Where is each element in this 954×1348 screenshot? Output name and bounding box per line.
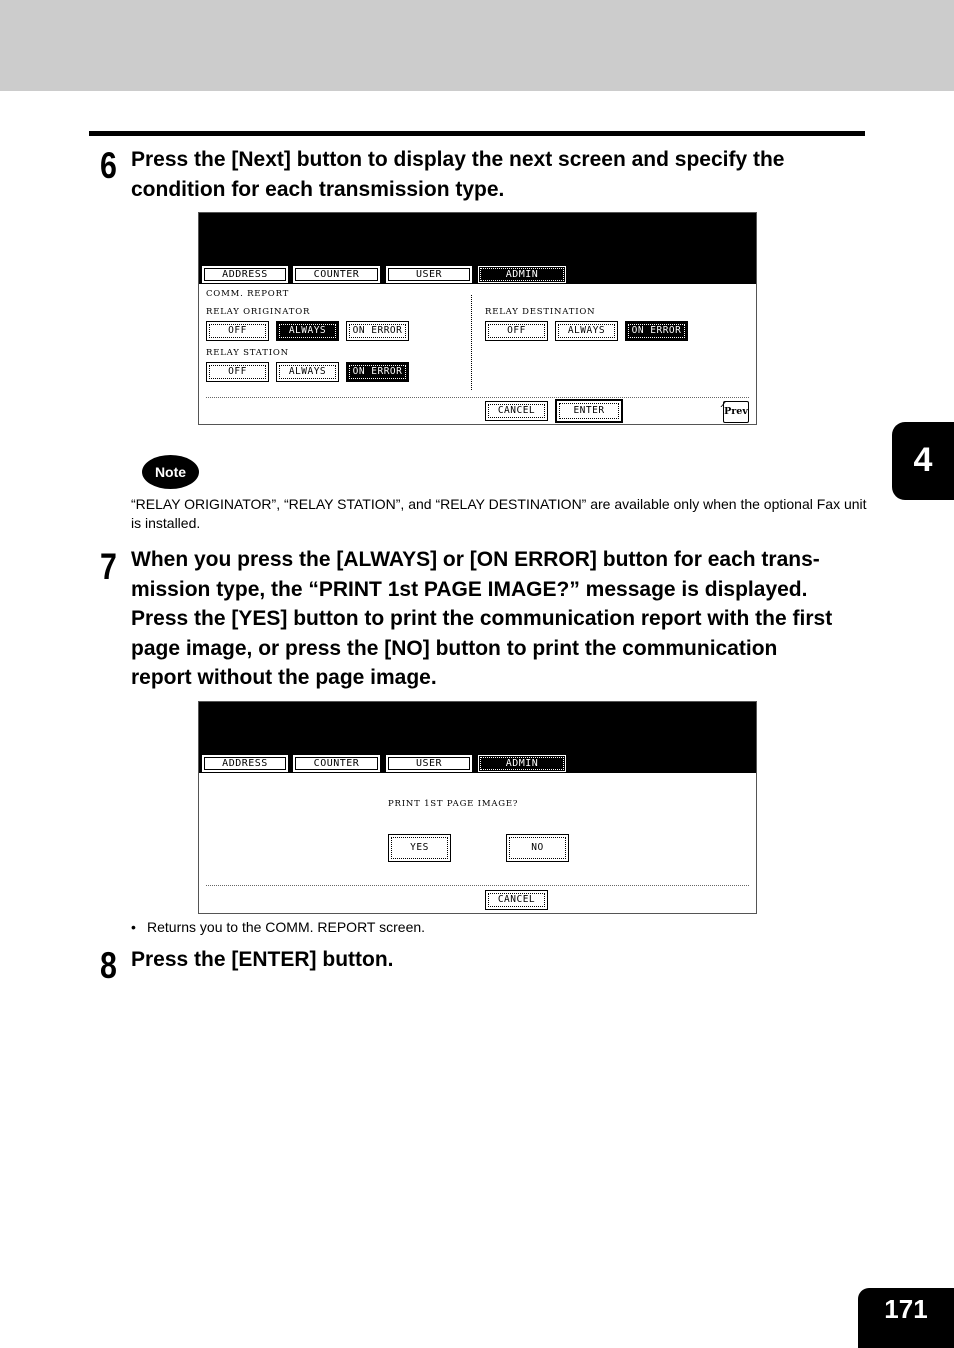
relay-originator-on-error-button[interactable]: ON ERROR (346, 321, 409, 341)
relay-destination-label: RELAY DESTINATION (485, 307, 596, 317)
prev-icon[interactable]: Prev (723, 401, 749, 423)
print-image-screen (198, 701, 757, 914)
cancel-button[interactable]: CANCEL (485, 401, 548, 421)
step-7-text (131, 545, 891, 693)
note-text: “RELAY ORIGINATOR”, “RELAY STATION”, and “RELAY DESTINATION” are available only when the optional Fax unit is installed. (131, 496, 867, 531)
screen-divider (206, 885, 749, 886)
tab-admin[interactable]: ADMIN (478, 755, 566, 772)
tab-address[interactable]: ADDRESS (202, 266, 288, 283)
tab-user[interactable]: USER (386, 755, 472, 772)
page-number: 171 (884, 1294, 928, 1324)
screen-heading: COMM. REPORT (206, 289, 290, 299)
step-8-text: Press the [ENTER] button. (131, 948, 394, 971)
step-7-line: When you press the [ALWAYS] or [ON ERROR] button for each trans- (131, 548, 820, 571)
relay-station-off-button[interactable]: OFF (206, 362, 269, 382)
tab-address[interactable]: ADDRESS (202, 755, 288, 772)
column-divider (471, 295, 472, 390)
relay-originator-label: RELAY ORIGINATOR (206, 307, 311, 317)
print-image-prompt: PRINT 1ST PAGE IMAGE? (388, 799, 519, 809)
page-number-tab (858, 1288, 954, 1348)
bullet-item (131, 918, 425, 936)
relay-destination-off-button[interactable]: OFF (485, 321, 548, 341)
step-6-text: Press the [Next] button to display the next screen and specify the condition for each transmission type. (131, 148, 785, 201)
chapter-number: 4 (913, 441, 933, 479)
screen-divider (206, 397, 749, 398)
bullet-dot: • (131, 919, 136, 935)
step-7-line: report without the page image. (131, 666, 437, 690)
relay-destination-on-error-button[interactable]: ON ERROR (625, 321, 688, 341)
step-8-number: 8 (100, 945, 117, 986)
relay-station-always-button[interactable]: ALWAYS (276, 362, 339, 382)
tab-admin[interactable]: ADMIN (478, 266, 566, 283)
section-rule (89, 131, 865, 136)
step-7-line: mission type, the “PRINT 1st PAGE IMAGE?” message is displayed. (131, 577, 808, 601)
tab-user[interactable]: USER (386, 266, 472, 283)
cancel-button[interactable]: CANCEL (485, 890, 548, 910)
comm-report-screen (198, 212, 757, 425)
bullet-text: Returns you to the COMM. REPORT screen. (147, 919, 426, 935)
relay-station-label: RELAY STATION (206, 348, 289, 358)
step-6-number: 6 (100, 145, 117, 186)
no-button[interactable]: NO (506, 834, 569, 862)
relay-station-on-error-button[interactable]: ON ERROR (346, 362, 409, 382)
relay-destination-always-button[interactable]: ALWAYS (555, 321, 618, 341)
chapter-tab (892, 422, 954, 500)
relay-originator-off-button[interactable]: OFF (206, 321, 269, 341)
enter-button[interactable]: ENTER (555, 399, 623, 423)
relay-originator-always-button[interactable]: ALWAYS (276, 321, 339, 341)
tab-counter[interactable]: COUNTER (293, 266, 380, 283)
yes-button[interactable]: YES (388, 834, 451, 862)
note-badge: Note (142, 455, 199, 489)
step-7-line: page image, or press the [NO] button to print the communication (131, 636, 778, 660)
tab-counter[interactable]: COUNTER (293, 755, 380, 772)
step-7-line: Press the [YES] button to print the communication report with the first (131, 607, 833, 631)
header-band (0, 0, 954, 91)
step-7-number: 7 (100, 546, 117, 587)
